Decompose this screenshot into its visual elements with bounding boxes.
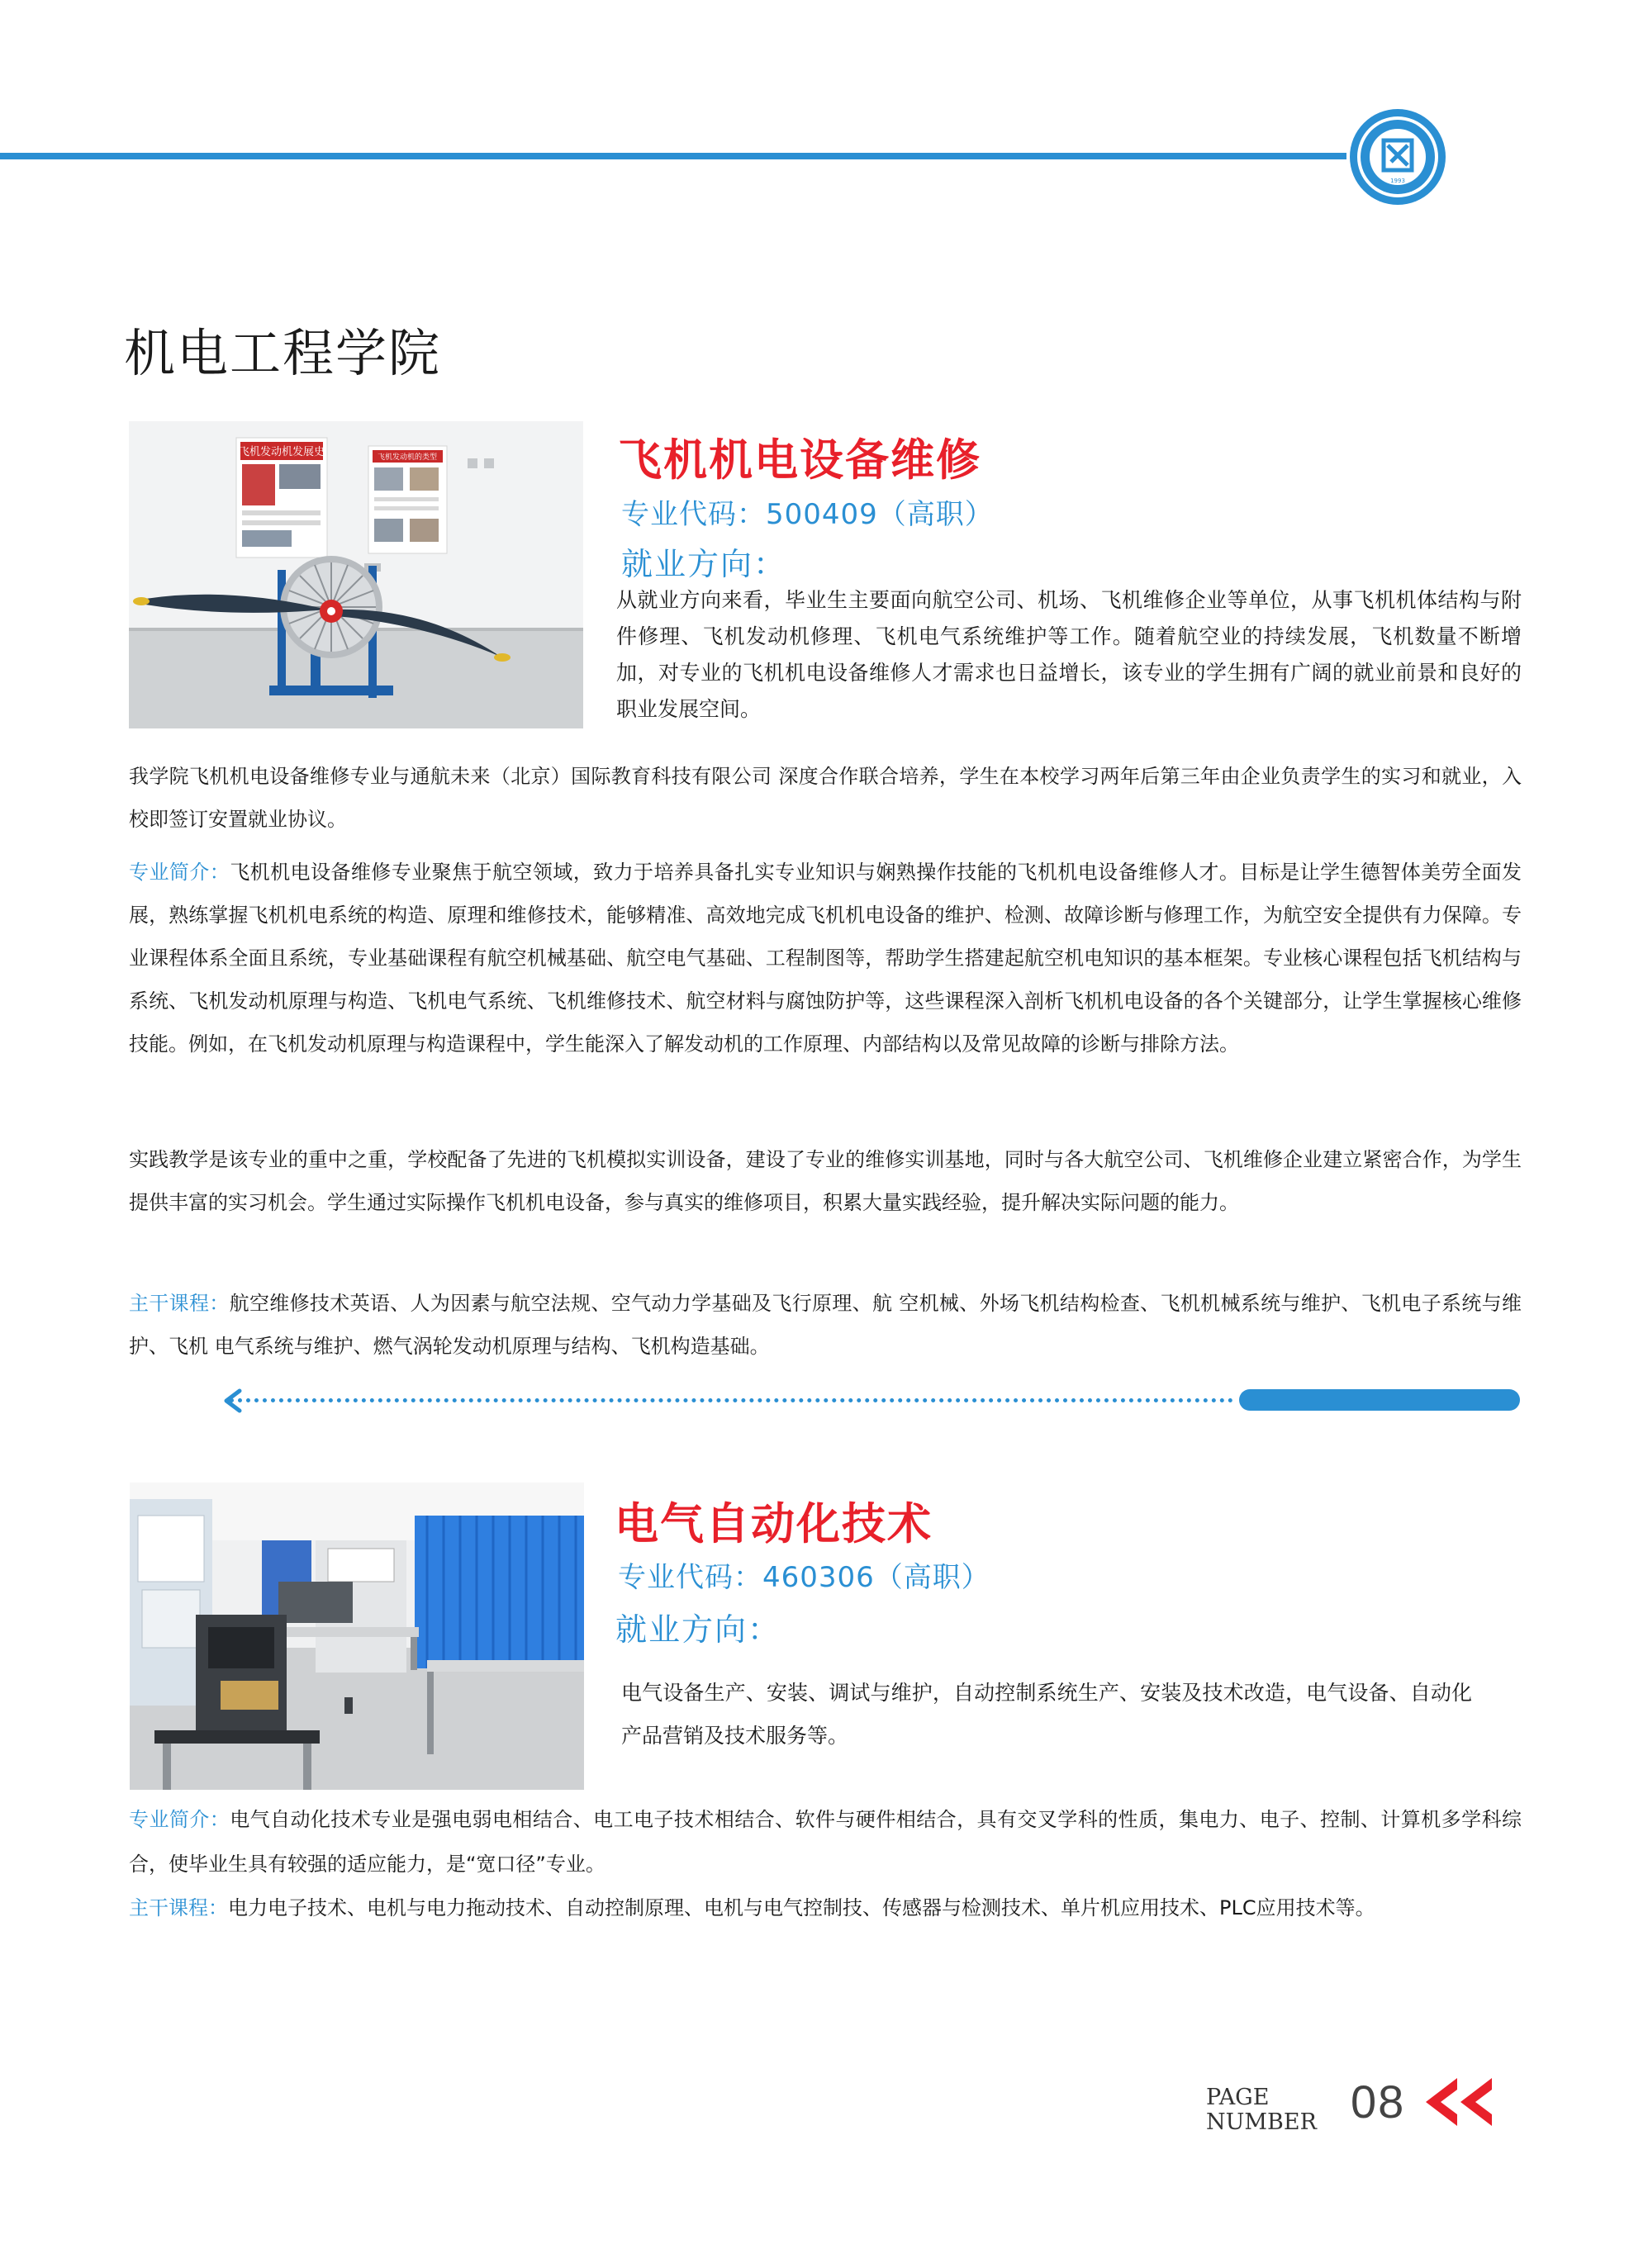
section-divider-dots xyxy=(230,1398,1233,1402)
major2-code: 专业代码：460306（高职） xyxy=(618,1561,990,1594)
major1-employment-text: 从就业方向来看，毕业生主要面向航空公司、机场、飞机维修企业等单位，从事飞机机体结构与附件修理、飞机发动机修理、飞机电气系统维护等工作。随着航空业的持续发展，飞机数量不断增加，对专业的飞机机电设备维修人才需求也日益增长，该专业的学生拥有广阔的就业前景和良好的职业发展空间。 xyxy=(616,588,1522,721)
major2-title: 电气自动化技术 xyxy=(615,1499,933,1549)
major1-title: 飞机机电设备维修 xyxy=(618,435,981,486)
major1-courses-text: 航空维修技术英语、人为因素与航空法规、空气动力学基础及飞行原理、航 空机械、外场飞机结构检查、飞机机械系统与维护、飞机电子系统与维护、飞机 电气系统与维护、燃气涡轮发动机原理与结构、飞机构造基础。 xyxy=(129,1292,1522,1358)
major1-courses-label: 主干课程： xyxy=(129,1292,230,1315)
board-right-title: 飞机发动机的类型 xyxy=(377,453,438,462)
major1-code: 专业代码：500409（高职） xyxy=(621,498,994,531)
major2-employment-text: 电气设备生产、安装、调试与维护，自动控制系统生产、安装及技术改造，电气设备、自动化产品营销及技术服务等。 xyxy=(621,1681,1472,1748)
major2-intro-text: 电气自动化技术专业是强电弱电相结合、电工电子技术相结合、软件与硬件相结合，具有交叉学科的性质，集电力、电子、控制、计算机多学科综合，使毕业生具有较强的适应能力，是“宽口径”专业。 xyxy=(129,1808,1522,1876)
section-divider-bar xyxy=(1239,1389,1520,1411)
major2-courses-text: 电力电子技术、电机与电力拖动技术、自动控制原理、电机与电气控制技、传感器与检测技术、单片机应用技术、PLC应用技术等。 xyxy=(228,1896,1375,1919)
page-label-line1: PAGE xyxy=(1206,2085,1270,2110)
automation-lab-photo xyxy=(130,1483,584,1790)
college-title: 机电工程学院 xyxy=(124,323,442,383)
major2-intro xyxy=(129,1797,1522,1886)
board-title: 飞机发动机发展史 xyxy=(238,446,325,458)
major1-practice-text: 实践教学是该专业的重中之重，学校配备了先进的飞机模拟实训设备，建设了专业的维修实训基地，同时与各大航空公司、飞机维修企业建立紧密合作，为学生提供丰富的实习机会。学生通过实际操作飞机机电设备，参与真实的维修项目，积累大量实践经验，提升解决实际问题的能力。 xyxy=(129,1148,1522,1214)
major1-intro-text: 飞机机电设备维修专业聚焦于航空领域，致力于培养具备扎实专业知识与娴熟操作技能的飞机机电设备维修人才。目标是让学生德智体美劳全面发展，熟练掌握飞机机电系统的构造、原理和维修技术，能够精准、高效地完成飞机机电设备的维护、检测、故障诊断与修理工作，为航空安全提供有力保障。专业课程体系全面且系统，专业基础课程有航空机械基础、航空电气基础、工程制图等，帮助学生搭建起航空机电知识的基本框架。专业核心课程包括飞机结构与系统、飞机发动机原理与构造、飞机电气系统、飞机维修技术、航空材料与腐蚀防护等，这些课程深入剖析飞机机电设备的各个关键部分，让学生掌握核心维修技能。例如，在飞机发动机原理与构造课程中，学生能深入了解发动机的工作原理、内部结构以及常见故障的诊断与排除方法。 xyxy=(129,861,1522,1056)
major1-cooperation-text: 我学院飞机机电设备维修专业与通航未来（北京）国际教育科技有限公司 深度合作联合培养，学生在本校学习两年后第三年由企业负责学生的实习和就业，入校即签订安置就业协议。 xyxy=(129,765,1522,831)
major2-courses-label: 主干课程： xyxy=(129,1896,228,1919)
major1-courses xyxy=(129,1282,1522,1368)
major1-intro-label: 专业简介： xyxy=(129,861,230,884)
major1-employment-heading: 就业方向： xyxy=(621,546,787,582)
major2-intro-label: 专业简介： xyxy=(129,1808,230,1831)
major1-intro xyxy=(129,851,1522,1065)
arrow-left-icon xyxy=(216,1384,249,1417)
college-logo xyxy=(1348,107,1447,206)
major2-employment-heading: 就业方向： xyxy=(615,1611,781,1648)
engine-lab-photo xyxy=(129,421,583,728)
page-label-line2: NUMBER xyxy=(1206,2109,1317,2135)
major2-courses xyxy=(129,1886,1522,1930)
logo-year: 1993 xyxy=(1390,178,1405,184)
header-rule xyxy=(0,153,1346,159)
page-number: 08 xyxy=(1351,2076,1406,2128)
double-chevron-left-icon xyxy=(1421,2075,1495,2129)
page-label xyxy=(1206,2085,1317,2135)
